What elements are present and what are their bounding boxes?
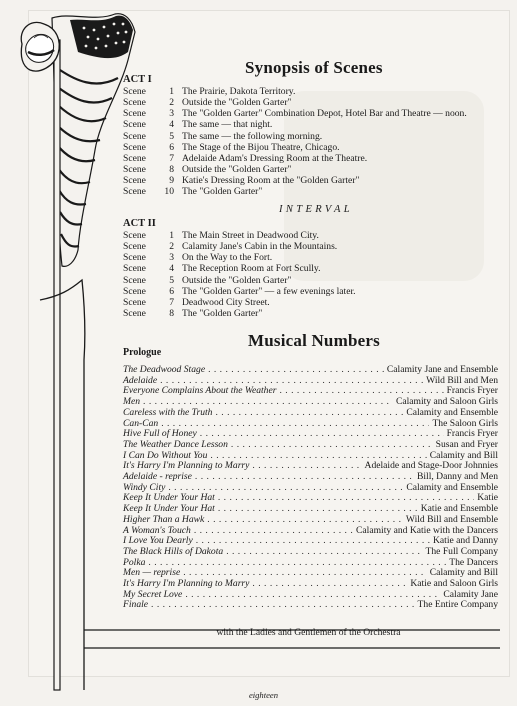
song-performer: Calamity and Saloon Girls bbox=[395, 396, 498, 408]
scene-number: 1 bbox=[169, 86, 174, 97]
scene-word: Scene bbox=[123, 175, 146, 187]
scene-number: 8 bbox=[169, 164, 174, 176]
musical-numbers-title: Musical Numbers bbox=[248, 331, 380, 350]
song-performer: Calamity and Bill bbox=[429, 449, 498, 461]
scene-description: The same — that night. bbox=[182, 119, 273, 131]
dot-leader bbox=[252, 461, 361, 472]
dot-leader bbox=[218, 504, 418, 515]
scene-description: Deadwood City Street. bbox=[182, 296, 270, 308]
musical-number-row bbox=[123, 600, 498, 611]
song-title: Higher Than a Hawk bbox=[123, 513, 205, 525]
synopsis-title: Synopsis of Scenes bbox=[245, 58, 383, 77]
song-performer: Francis Fryer bbox=[446, 385, 498, 397]
scene-word: Scene bbox=[123, 130, 146, 142]
scene-description: The "Golden Garter" — a few evenings later. bbox=[182, 285, 356, 297]
song-performer: Katie and Saloon Girls bbox=[410, 578, 498, 590]
scene-word: Scene bbox=[123, 97, 146, 109]
act2-label: ACT II bbox=[123, 218, 156, 229]
song-performer: Bill, Danny and Men bbox=[416, 471, 498, 483]
song-title: It's Harry I'm Planning to Marry bbox=[123, 460, 250, 472]
song-performer: Calamity Jane bbox=[443, 588, 498, 600]
song-performer: Katie bbox=[477, 492, 498, 504]
scene-row bbox=[123, 286, 356, 297]
scene-row bbox=[123, 86, 467, 97]
song-performer: The Dancers bbox=[449, 556, 498, 568]
song-title: Careless with the Truth bbox=[123, 406, 213, 418]
scene-description: Katie's Dressing Room at the "Golden Garter" bbox=[182, 175, 360, 187]
scene-word: Scene bbox=[123, 141, 146, 153]
scene-row bbox=[123, 308, 356, 319]
scene-number: 5 bbox=[169, 130, 174, 142]
song-performer: Calamity and Bill bbox=[429, 567, 498, 579]
scene-word: Scene bbox=[123, 230, 146, 241]
song-title: The Weather Dance Lesson bbox=[123, 438, 228, 450]
dot-leader bbox=[226, 547, 422, 558]
song-performer: Adelaide and Stage-Door Johnnies bbox=[364, 460, 498, 472]
scene-word: Scene bbox=[123, 274, 146, 286]
prologue-label: Prologue bbox=[123, 347, 162, 358]
scene-word: Scene bbox=[123, 119, 146, 131]
scene-row bbox=[123, 119, 467, 130]
scene-row bbox=[123, 275, 356, 286]
scene-row bbox=[123, 263, 356, 274]
song-title: I Can Do Without You bbox=[123, 449, 208, 461]
song-performer: Katie and Danny bbox=[432, 535, 498, 547]
song-title: Finale bbox=[123, 599, 149, 611]
song-title: Can-Can bbox=[123, 417, 159, 429]
scene-word: Scene bbox=[123, 241, 146, 253]
scene-number: 3 bbox=[169, 108, 174, 120]
scene-row bbox=[123, 97, 467, 108]
interval-label: INTERVAL bbox=[278, 204, 354, 215]
musical-numbers-list bbox=[123, 365, 498, 611]
scene-number: 3 bbox=[169, 252, 174, 264]
song-title: Keep It Under Your Hat bbox=[123, 503, 215, 515]
song-performer: Calamity Jane and Ensemble bbox=[386, 364, 498, 375]
dot-leader bbox=[231, 440, 433, 451]
scene-row bbox=[123, 108, 467, 119]
song-performer: Calamity and Katie with the Dancers bbox=[356, 524, 498, 536]
flag-pole bbox=[54, 40, 60, 690]
scene-number: 9 bbox=[169, 175, 174, 187]
scene-word: Scene bbox=[123, 263, 146, 275]
song-title: Everyone Complains About the Weather bbox=[123, 385, 277, 397]
song-performer: The Entire Company bbox=[417, 599, 498, 611]
song-title: It's Harry I'm Planning to Marry bbox=[123, 578, 250, 590]
song-performer: Francis Fryer bbox=[446, 428, 498, 440]
scene-number: 7 bbox=[169, 152, 174, 164]
scene-description: The "Golden Garter" Combination Depot, Hotel Bar and Theatre — noon. bbox=[182, 108, 467, 120]
song-title: Adelaide - reprise bbox=[123, 471, 192, 483]
dot-leader bbox=[252, 579, 407, 590]
scene-row bbox=[123, 175, 467, 186]
scene-word: Scene bbox=[123, 285, 146, 297]
song-title: The Black Hills of Dakota bbox=[123, 545, 224, 557]
scene-word: Scene bbox=[123, 152, 146, 164]
scene-row bbox=[123, 164, 467, 175]
scene-word: Scene bbox=[123, 86, 146, 97]
song-title: My Secret Love bbox=[123, 588, 183, 600]
song-title: I Love You Dearly bbox=[123, 535, 193, 547]
scene-description: The same — the following morning. bbox=[182, 130, 323, 142]
scene-description: The Prairie, Dakota Territory. bbox=[182, 86, 296, 97]
scene-number: 2 bbox=[169, 241, 174, 253]
scene-row bbox=[123, 241, 356, 252]
scene-description: Adelaide Adam's Dressing Room at the Theatre. bbox=[182, 152, 368, 164]
act2-scene-list bbox=[123, 230, 356, 319]
dot-leader bbox=[200, 429, 444, 440]
scene-row bbox=[123, 142, 467, 153]
dot-leader bbox=[208, 365, 384, 376]
scene-word: Scene bbox=[123, 186, 146, 198]
song-performer: Calamity and Ensemble bbox=[406, 481, 498, 493]
scene-row bbox=[123, 153, 467, 164]
musical-number-row bbox=[123, 408, 498, 419]
song-title: The Deadwood Stage bbox=[123, 364, 206, 375]
song-title: A Woman's Touch bbox=[123, 524, 191, 536]
scene-number: 5 bbox=[169, 274, 174, 286]
scene-word: Scene bbox=[123, 308, 146, 320]
dot-leader bbox=[161, 419, 429, 430]
act1-scene-list bbox=[123, 86, 467, 198]
scene-number: 10 bbox=[164, 186, 174, 198]
dot-leader bbox=[185, 590, 440, 601]
scene-description: Outside the "Golden Garter" bbox=[182, 274, 292, 286]
dot-leader bbox=[148, 558, 446, 569]
dot-leader bbox=[194, 526, 353, 537]
dot-leader bbox=[195, 472, 414, 483]
scene-row bbox=[123, 131, 467, 142]
dot-leader bbox=[215, 408, 403, 419]
scene-description: Calamity Jane's Cabin in the Mountains. bbox=[182, 241, 338, 253]
scene-number: 4 bbox=[169, 263, 174, 275]
musical-number-row bbox=[123, 547, 498, 558]
act1-label: ACT I bbox=[123, 74, 152, 85]
scene-description: The "Golden Garter" bbox=[182, 186, 263, 198]
orchestra-credit: with the Ladies and Gentlemen of the Orchestra bbox=[216, 627, 401, 638]
scene-number: 6 bbox=[169, 285, 174, 297]
scene-word: Scene bbox=[123, 296, 146, 308]
scene-row bbox=[123, 252, 356, 263]
scene-description: On the Way to the Fort. bbox=[182, 252, 273, 264]
scene-description: The "Golden Garter" bbox=[182, 308, 263, 320]
song-performer: Calamity and Ensemble bbox=[406, 406, 498, 418]
scene-number: 7 bbox=[169, 296, 174, 308]
scene-description: The Reception Room at Fort Scully. bbox=[182, 263, 321, 275]
song-performer: The Full Company bbox=[425, 545, 498, 557]
song-performer: Wild Bill and Men bbox=[426, 374, 498, 386]
scene-word: Scene bbox=[123, 252, 146, 264]
song-title: Hive Full of Honey bbox=[123, 428, 197, 440]
scene-description: Outside the "Golden Garter" bbox=[182, 97, 292, 109]
song-performer: Wild Bill and Ensemble bbox=[405, 513, 498, 525]
scene-row bbox=[123, 186, 467, 197]
scene-row bbox=[123, 230, 356, 241]
dot-leader bbox=[196, 536, 430, 547]
scene-number: 8 bbox=[169, 308, 174, 320]
song-performer: Susan and Fryer bbox=[435, 438, 498, 450]
page-number: eighteen bbox=[248, 690, 279, 700]
scene-number: 6 bbox=[169, 141, 174, 153]
scene-number: 4 bbox=[169, 119, 174, 131]
scene-row bbox=[123, 297, 356, 308]
scene-number: 2 bbox=[169, 97, 174, 109]
dot-leader bbox=[151, 600, 414, 611]
song-title: Men bbox=[123, 396, 141, 408]
scene-word: Scene bbox=[123, 108, 146, 120]
dot-leader bbox=[207, 515, 403, 526]
song-performer: Katie and Ensemble bbox=[420, 503, 498, 515]
song-title: Keep It Under Your Hat bbox=[123, 492, 215, 504]
song-title: Windy City bbox=[123, 481, 166, 493]
musical-number-row bbox=[123, 515, 498, 526]
scene-description: The Main Street in Deadwood City. bbox=[182, 230, 319, 241]
scene-description: The Stage of the Bijou Theatre, Chicago. bbox=[182, 141, 340, 153]
scene-word: Scene bbox=[123, 164, 146, 176]
song-title: Men — reprise bbox=[123, 567, 181, 579]
song-title: Adelaide bbox=[123, 374, 158, 386]
scene-description: Outside the "Golden Garter" bbox=[182, 164, 292, 176]
song-title: Polka bbox=[123, 556, 146, 568]
song-performer: The Saloon Girls bbox=[432, 417, 498, 429]
scene-number: 1 bbox=[169, 230, 174, 241]
